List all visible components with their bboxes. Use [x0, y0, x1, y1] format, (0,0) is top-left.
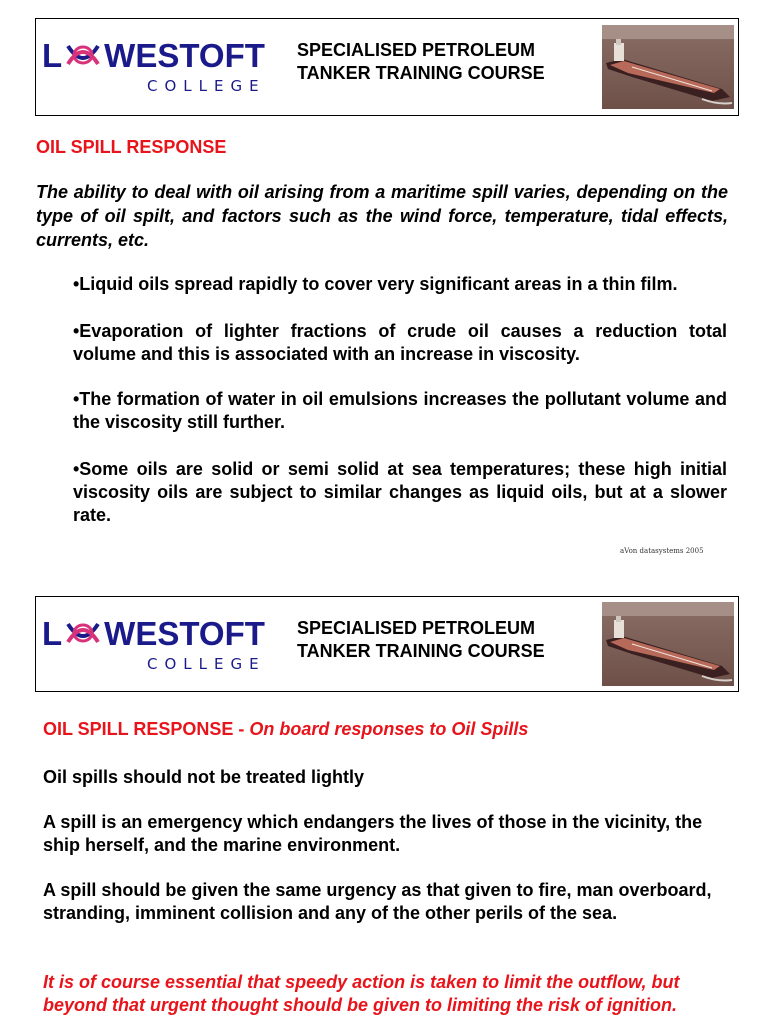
- slide-header: [35, 18, 739, 116]
- logo-subtitle: COLLEGE: [147, 77, 266, 95]
- college-logo: L WESTOFT COLLEGE: [42, 37, 266, 95]
- tanker-ship-image: [602, 602, 734, 686]
- logo-wordmark: WESTOFT: [104, 615, 265, 652]
- bullet-item: •Liquid oils spread rapidly to cover very significant areas in a thin film.: [73, 274, 678, 294]
- bullet-item: •The formation of water in oil emulsions increases the pollutant volume and the viscosity still further.: [73, 389, 727, 432]
- section-heading: OIL SPILL RESPONSE: [36, 137, 227, 157]
- section-heading: [43, 719, 528, 740]
- body-paragraph: A spill should be given the same urgency as that given to fire, man overboard, stranding, imminent collision and any of the other perils of the sea.: [43, 880, 712, 923]
- body-paragraph: Oil spills should not be treated lightly: [43, 767, 365, 787]
- course-title-line1: SPECIALISED PETROLEUM: [297, 40, 536, 60]
- course-title-line1: SPECIALISED PETROLEUM: [297, 618, 536, 638]
- course-title-line2: TANKER TRAINING COURSE: [297, 63, 545, 83]
- section-heading-main: OIL SPILL RESPONSE -: [43, 719, 250, 739]
- tanker-ship-image: [602, 25, 734, 109]
- logo-knot-icon: [62, 40, 104, 70]
- logo-subtitle: COLLEGE: [147, 655, 266, 673]
- intro-paragraph: The ability to deal with oil arising from a maritime spill varies, depending on the type of oil spilt, and factors such as the wind force, temperature, tidal effects, currents, etc.: [36, 182, 728, 250]
- bullet-item: •Some oils are solid or semi solid at sea temperatures; these high initial viscosity oils are subject to similar changes as liquid oils, but at a slower rate.: [73, 459, 727, 525]
- slide-2: [0, 576, 768, 1024]
- course-title: [297, 617, 577, 663]
- slide-header: [35, 596, 739, 692]
- course-title-line2: TANKER TRAINING COURSE: [297, 641, 545, 661]
- college-logo: L WESTOFT COLLEGE: [42, 615, 266, 673]
- logo-wordmark: WESTOFT: [104, 37, 265, 74]
- warning-paragraph: It is of course essential that speedy action is taken to limit the outflow, but beyond that urgent thought should be given to limiting the risk of ignition.: [43, 972, 680, 1015]
- copyright-note: aVon datasystems 2005: [620, 547, 704, 555]
- logo-knot-icon: [62, 618, 104, 648]
- bullet-item: •Evaporation of lighter fractions of crude oil causes a reduction total volume and this is associated with an increase in viscosity.: [73, 321, 727, 364]
- body-paragraph: A spill is an emergency which endangers the lives of those in the vicinity, the ship herself, and the marine environment.: [43, 812, 703, 855]
- course-title: [297, 39, 577, 85]
- section-heading-subtitle: On board responses to Oil Spills: [249, 719, 529, 739]
